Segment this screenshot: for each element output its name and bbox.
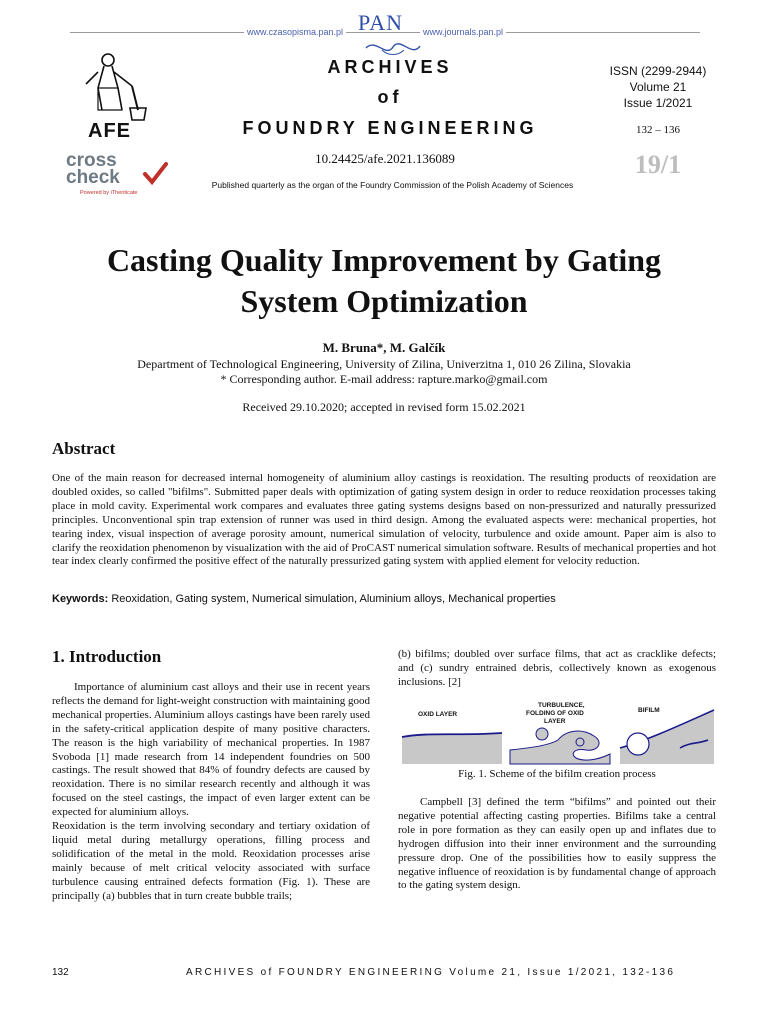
journal-line3: FOUNDRY ENGINEERING (242, 118, 538, 138)
intro-right-paragraph-1: (b) bifilms; doubled over surface films, that act as cracklike defects; and (c) sundry entrained debris, collectively known as exogenous inclusions. [2] (398, 648, 716, 688)
keywords-list: Reoxidation, Gating system, Numerical simulation, Aluminium alloys, Mechanical properties (111, 593, 556, 605)
journal-line1: ARCHIVES (327, 57, 453, 77)
intro-right-paragraph-2 (398, 796, 716, 893)
figure-panel-oxid-layer (402, 711, 502, 764)
footer-page-number: 132 (52, 967, 69, 978)
label-oxid-layer: OXID LAYER (418, 711, 458, 718)
abstract-heading: Abstract (52, 439, 116, 458)
journal-line2: of (377, 87, 403, 107)
label-turbulence-2: FOLDING OF OXID (526, 710, 584, 717)
crosscheck-check-icon (142, 160, 168, 186)
received-date: Received 29.10.2020; accepted in revised form 15.02.2021 (242, 400, 526, 414)
footer-journal: ARCHIVES of FOUNDRY ENGINEERING Volume 21, Issue 1/2021, 132-136 (186, 967, 676, 978)
article-title (40, 240, 728, 322)
url-journals[interactable]: www.journals.pan.pl (420, 27, 506, 37)
crosscheck-line1: cross (66, 150, 117, 171)
figure-panel-turbulence (510, 702, 610, 764)
figure-1-caption: Fig. 1. Scheme of the bifilm creation process (458, 768, 656, 780)
introduction-left-column (52, 681, 370, 904)
volume: Volume 21 (629, 80, 687, 94)
corresponding-author: * Corresponding author. E-mail address: rapture.marko@gmail.com (220, 372, 548, 386)
foundry-worker-icon (78, 48, 168, 128)
issue: Issue 1/2021 (623, 96, 693, 110)
page-range: 132 – 136 (636, 124, 680, 136)
crosscheck-powered: Powered by iThenticate (80, 190, 138, 196)
title-line2: System Optimization (240, 283, 528, 319)
pan-logo (358, 10, 403, 36)
published-statement: Published quarterly as the organ of the Foundry Commission of the Polish Academy of Sciences (211, 180, 574, 190)
introduction-heading: 1. Introduction (52, 647, 162, 666)
doi[interactable]: 10.24425/afe.2021.136089 (315, 151, 455, 166)
affiliation: Department of Technological Engineering, University of Zilina, Univerzitna 1, 010 26 Zilina, Slovakia (137, 357, 631, 371)
pan-swirl-icon (362, 36, 424, 58)
figure-panel-bifilm (620, 707, 714, 764)
issue-number: 19/1 (634, 150, 682, 179)
intro-paragraph-1: Importance of aluminium cast alloys and their use in recent years reflects the demand for light-weight construction with maintaining good mechanical properties. Aluminium alloys castings have been rarely used in the safety-critical application despite of many positive characters. The reason is the high variability of mechanical properties. In 1987 Svoboda [1] made research from 14 independent foundries on 500 castings. The result showed that 84% of foundry defects are caused by reoxidation. There is no similar research recently and although it was focused on the steel castings, the impact of even larger extent can be expected for aluminium alloys. (52, 681, 370, 819)
crosscheck-logo[interactable] (64, 152, 174, 198)
authors: M. Bruna*, M. Galčík (322, 340, 446, 355)
label-bifilm: BIFILM (638, 707, 660, 714)
intro-right-paragraph-2-text: Campbell [3] defined the term “bifilms” and pointed out their negative potential affecting casting properties. Bifilms take a central role in pore formation as they can easily open up and inflates due to hydrogen diffusion into their inner environment and the surrounding pressure drop. One of the possibilities how to easily suppress the negative influence of reoxidation is by fundamental change of approach to the gating system design. (398, 796, 716, 892)
figure-bifilm-scheme (398, 700, 716, 766)
label-turbulence-3: LAYER (544, 718, 566, 725)
title-line1: Casting Quality Improvement by Gating (106, 242, 662, 278)
intro-paragraph-2: Reoxidation is the term involving secondary and tertiary oxidation of liquid metal during metallurgy operations, filling process and solidification of the metal in the mold. Reoxidation processes arise mainly because of melt critical velocity associated with surface turbulence causing entrained defects formation (Fig. 1). These are principally (a) bubbles that in turn create bubble trails; (52, 820, 370, 902)
pan-logo-text: PAN (358, 10, 403, 35)
crosscheck-line2: check (66, 167, 120, 188)
keywords (52, 593, 716, 605)
url-czasopisma[interactable]: www.czasopisma.pan.pl (244, 27, 346, 37)
keywords-label: Keywords: (52, 593, 109, 605)
abstract-text: One of the main reason for decreased internal homogeneity of aluminium alloy castings is reoxidation. The resulting products of reoxidation are doubled oxides, so called "bifilms". Submitted paper deals with optimization of gating system design in order to reduce reoxidation processes taking place in mold cavity. Experimental work compares and evaluates three gating systems designs based on non-pressurized and naturally pressurized principles. Unconventional spin trap extension of runner was used in third design. Among the evaluated aspects were: mechanical properties, hot tearing index, visual inspection of average porosity amount, numerical simulation of velocity, turbulence and oxide amount. Paper aim is also to clarify the reoxidation phenomenon by visualization with the aid of ProCAST numerical simulation software. Results of mechanical properties and hot tear index clearly confirmed the positive effect of the naturally pressurized gating system with applied element for velocity reduction. (52, 472, 716, 568)
issn: ISSN (2299-2944) (609, 64, 707, 78)
afe-logo-text: AFE (88, 120, 131, 142)
afe-logo (78, 48, 168, 144)
label-turbulence-1: TURBULENCE, (538, 702, 585, 709)
